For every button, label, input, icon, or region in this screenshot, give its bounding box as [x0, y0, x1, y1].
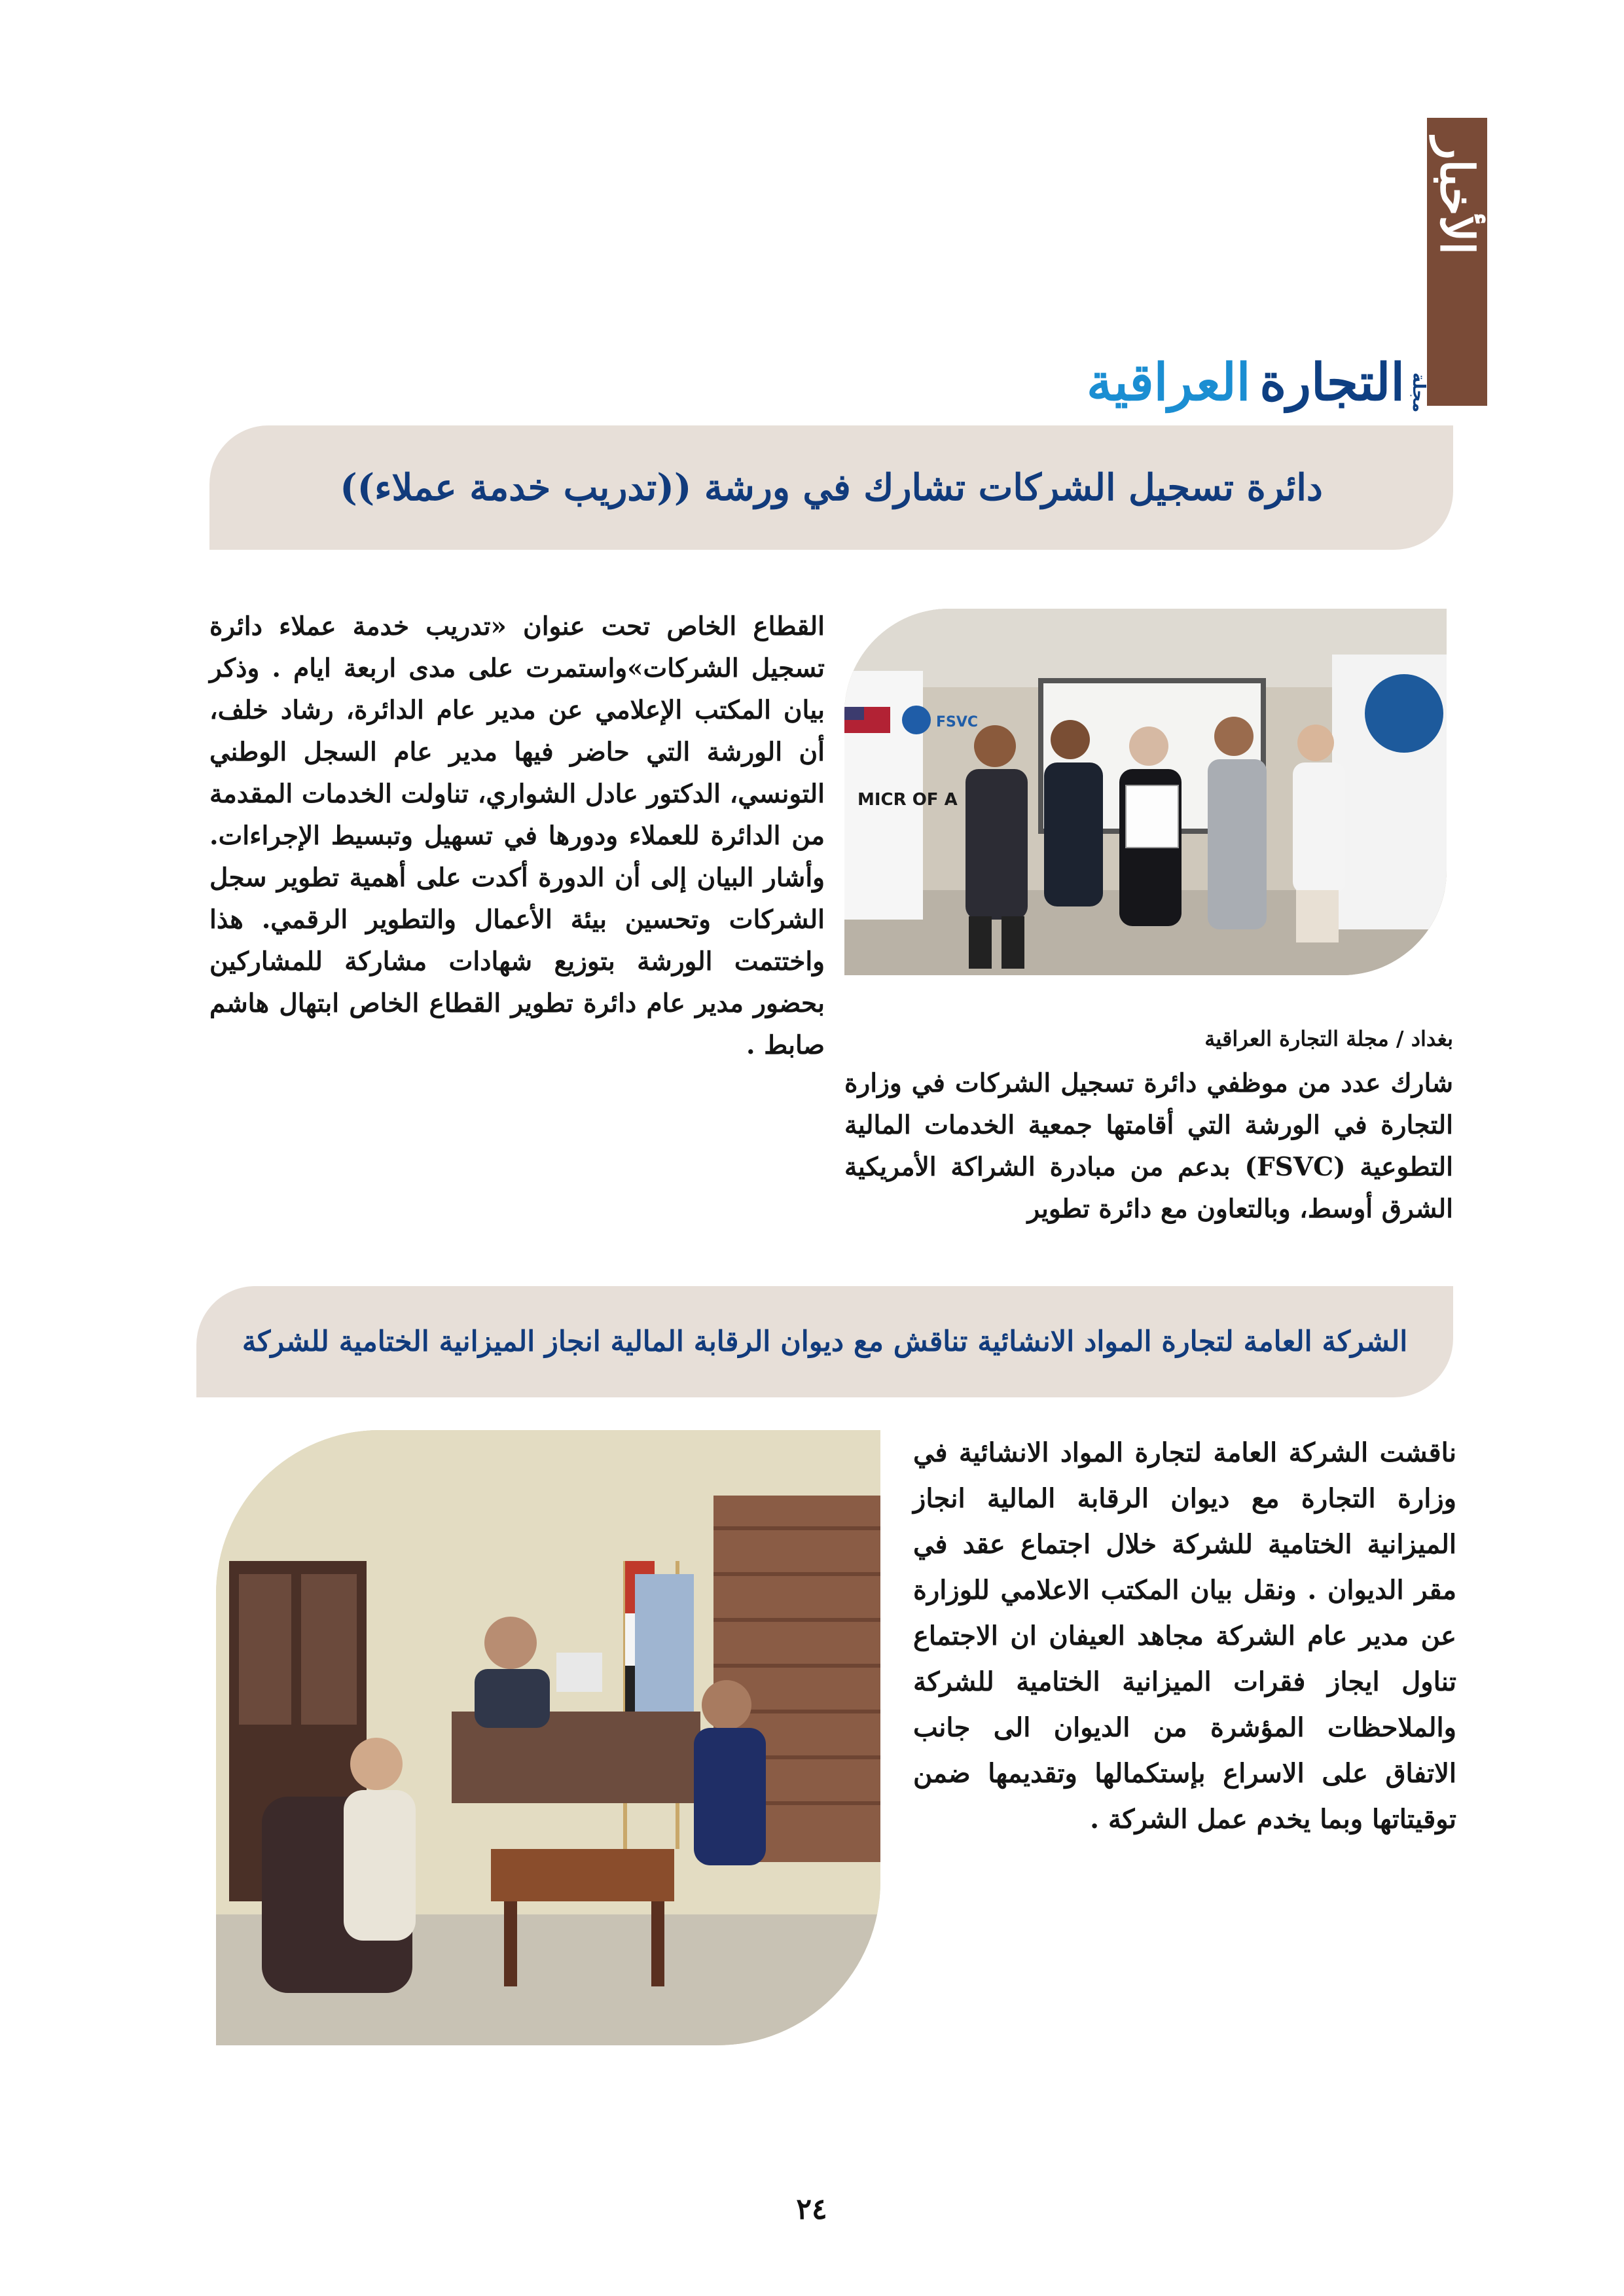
certificate-ceremony-image: [844, 609, 1447, 975]
article1-headline-box: [209, 425, 1453, 550]
article2-body: [913, 1430, 1456, 1842]
section-label: الأخبار: [1430, 137, 1485, 255]
article1-body-left: [209, 605, 825, 1066]
article1-body-right-text: شارك عدد من موظفي دائرة تسجيل الشركات في وزارة التجارة في الورشة التي أقامتها جمعية الخدمات المالية التطوعية (FSVC) بدعم من مبادرة الشراكة الأمريكية الشرق أوسط، وبالتعاون مع دائرة تطوير: [844, 1068, 1453, 1224]
logo-name-accent: العراقية: [1087, 353, 1251, 412]
logo-name-main: التجارة: [1259, 353, 1405, 412]
article1-body-right: [844, 1018, 1453, 1230]
section-tab: [1427, 118, 1487, 406]
article2-headline: الشركة العامة لتجارة المواد الانشائية تناقش مع ديوان الرقابة المالية انجاز الميزانية الختامية للشركة: [242, 1325, 1408, 1358]
article1-body-left-text: القطاع الخاص تحت عنوان «تدريب خدمة عملاء دائرة تسجيل الشركات»واستمرت على مدى اربعة ايام . وذكر بيان المكتب الإعلامي عن مدير عام الدائرة، رشاد خلف، أن الورشة التي حاضر فيها مدير عام السجل الوطني التونسي، الدكتور عادل الشواري، تناولت الخدمات المقدمة من الدائرة للعملاء ودورها في تسهيل وتبسيط الإجراءات. وأشار البيان إلى أن الدورة أكدت على أهمية تطوير سجل الشركات وتحسين بيئة الأعمال والتطوير الرقمي. هذا واختتمت الورشة بتوزيع شهادات مشاركة للمشاركين بحضور مدير عام دائرة تطوير القطاع الخاص ابتهال هاشم صابط .: [209, 611, 825, 1060]
banner-fsvc-text: FSVC: [936, 714, 979, 730]
meeting-office-image: [216, 1430, 880, 2045]
article2-body-text: ناقشت الشركة العامة لتجارة المواد الانشائية في وزارة التجارة مع ديوان الرقابة المالية انجاز الميزانية الختامية للشركة خلال اجتماع عقد في مقر الديوان . ونقل بيان المكتب الاعلامي للوزارة عن مدير عام الشركة مجاهد العيفان ان الاجتماع تناول ايجاز فقرات الميزانية الختامية للشركة والملاحظات المؤشرة من الديوان الى جانب الاتفاق على الاسراع بإستكمالها وتقديمها ضمن توقيتاتها وبما يخدم عمل الشركة .: [913, 1437, 1456, 1835]
logo-prefix: مجلة: [1409, 372, 1429, 412]
article2-photo: [216, 1430, 880, 2045]
article1-headline: دائرة تسجيل الشركات تشارك في ورشة ((تدريب خدمة عملاء)): [340, 466, 1323, 509]
page-number: ٢٤: [796, 2193, 827, 2226]
article1-photo: [844, 609, 1447, 975]
banner-side-text: MICR OF A: [857, 790, 958, 810]
magazine-logo: [1087, 340, 1429, 412]
article1-dateline: بغداد / مجلة التجارة العراقية: [1204, 1026, 1453, 1051]
article2-headline-box: [196, 1286, 1453, 1397]
